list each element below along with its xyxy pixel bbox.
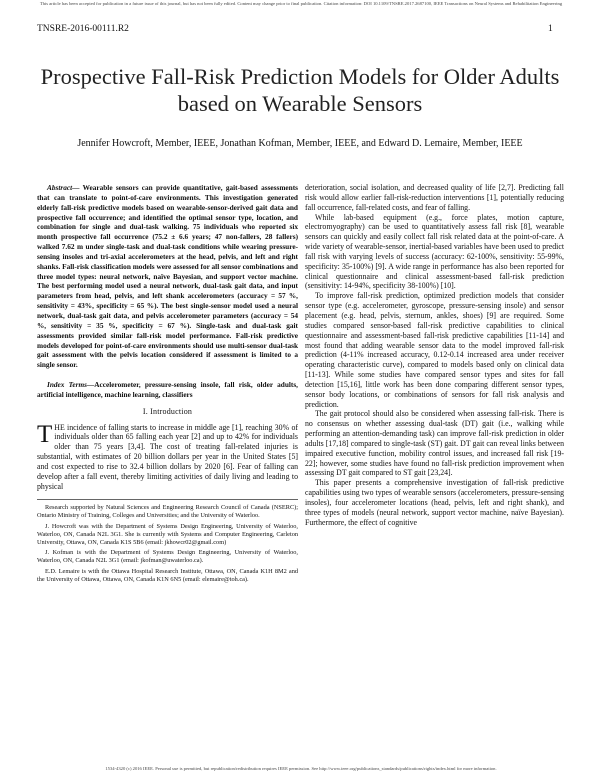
intro-text: incidence of falling starts to increase in middle age [1], reaching 30% of individuals older than 65 falling each year [2] and up to 42% for individuals older than 75 years [3,4]. The cost of treating fall-related injuries is substantial, with estimates of 20 billion dollars per year in the United States [5] and cost expected to rise to 32.4 billion dollars by 2020 [6]. Fear of falling can develop after a fall event, thereby limiting activities of daily living and leading to physical [37, 422, 298, 491]
footnote-kofman: J. Kofman is with the Department of Systems Design Engineering, University of Waterloo, Waterloo, ON, Canada N2L 3G1 (email: jkofman@uwaterloo.ca). [37, 549, 298, 565]
footnote-lemaire: E.D. Lemaire is with the Ottawa Hospital Research Institute, Ottawa, ON, Canada K1H 8M2 and the University of Ottawa, Ottawa, ON, Canada K1N 6N5 (email: elemaire@toh.ca). [37, 568, 298, 583]
section-heading: I. Introduction [142, 406, 193, 416]
index-terms-text: Accelerometer, pressure-sensing insole, fall risk, older adults, artificial intelligence, machine learning, classifiers [37, 380, 298, 399]
intro-first-word: HE [54, 422, 65, 432]
body-paragraph: The gait protocol should also be considered when assessing fall-risk. There is no consensus on whether assessing dual-task (DT) gait (i.e., walking while performing an attention-demanding task) can improve fall-risk prediction in older adults [17,18] compared to single-task (ST) gait. DT gait can reveal links between impaired executive function, mobility control issues, and increased fall risk [19-22]; however, some studies have found no fall-risk prediction improvement when assessing DT gait compared to ST gait [23,24]. [305, 409, 564, 478]
paper-title: Prospective Fall-Risk Prediction Models for Older Adults based on Wearable Sensors [40, 64, 560, 116]
body-paragraph: To improve fall-risk prediction, optimized prediction models that consider sensor type (e.g. accelerometer, gyroscope, pressure-sensing insole) and sensor placement (e.g. head, pelvis, sternum, ankles, shoes) [9] are required. Some studies compared sensor-based fall-risk predictive capabilities to clinical questionnaire and assessment-based fall-risk predictive capabilities [11-14] and most found that adding wearable sensor data to the model improved fall-risk prediction (4-11% increased accuracy, 0.12-0.14 increased area under receiver operating characteristic curve), compared to models based only on clinical data [11-13]. While some studies have compared sensor types and sites for fall detection [15,16], little work has been done comparing different sensor types, sensor body locations, or combinations of sensors for fall risk analysis and prediction. [305, 291, 564, 409]
author-list: Jennifer Howcroft, Member, IEEE, Jonathan Kofman, Member, IEEE, and Edward D. Lemaire, Member, IEEE [77, 138, 523, 149]
body-paragraph: While lab-based equipment (e.g., force plates, motion capture, electromyography) can be used to quantitatively assess fall risk [8], wearable sensors can quickly and easily collect fall risk related data at the point-of-care. A wide variety of wearable-sensor, inertial-based variables have been used to predict fall risk with varying levels of success (accuracy: 62-100%, sensitivity: 55-99%, specificity: 35-100%) [9]. A wide range in performance has also been reported for clinical questionnaire and clinical assessment-based fall-risk prediction (sensitivity: 14-94%, specificity 38-100%) [10]. [305, 212, 564, 291]
intro-paragraph [37, 420, 298, 492]
body-paragraph: This paper presents a comprehensive investigation of fall-risk predictive capabilities using two types of wearable sensors (accelerometers, pressure-sensing insoles), four accelerometer locations (head, pelvis, left and right shank), and three types of models (neural network, support vector machine, naïve Bayesian). Furthermore, the effect of cognitive [305, 478, 564, 527]
abstract-text: Wearable sensors can provide quantitative, gait-based assessments that can translate to point-of-care environments. This investigation generated elderly fall-risk predictive models based on wearable-sensor-derived gait data and prospective fall occurrence; and identified the optimal sensor type, location, and combination for single and dual-task walking. 75 individuals who reported six month prospective fall occurrence (75.2 ± 6.6 years; 47 non-fallers, 28 fallers) walked 7.62 m under single-task and dual-task conditions while wearing pressure-sensing insoles and tri-axial accelerometers at the head, pelvis, and left and right shanks. Fall-risk classification models were assessed for all sensor combinations and three model types: neural network, naïve Bayesian, and support vector machine. The best performing model used a neural network, dual-task gait data, and input parameters from head, pelvis, and left shank accelerometers (accuracy = 57 %, sensitivity = 43%, specificity = 65 %). The best single-sensor model used a neural network, dual-task gait data, and pelvis accelerometer parameters (accuracy = 54 %, sensitivity = 35 %, specificity = 67 %). Single-task and dual-task gait assessments provided similar fall-risk model performance. Fall-risk predictive models developed for point-of-care environments should use multi-sensor dual-task gait assessment with the pelvis location considered if assessment is limited to a single sensor. [37, 183, 298, 370]
copyright-footer: 1534-4320 (c) 2016 IEEE. Personal use is permitted, but republication/redistribution requires IEEE permission. See http://www.ieee.org/publications_standards/publications/rights/index.html for more information. [105, 766, 497, 771]
footnotes [37, 499, 298, 583]
body-paragraph: deterioration, social isolation, and decreased quality of life [2,7]. Predicting fall risk would allow earlier fall-risk-reduction interventions [1], potentially reducing fall occurrence, fall-related costs, and fear of falling. [305, 183, 564, 212]
abstract: Abstract— Wearable sensors can provide quantitative, gait-based assessments that can translate to point-of-care environments. This investigation generated elderly fall-risk predictive models based on wearable-sensor-derived gait data and prospective fall occurrence; and identified the optimal sensor type, location, and combination for single and dual-task walking. 75 individuals who reported six month prospective fall occurrence (75.2 ± 6.6 years; 47 non-fallers, 28 fallers) walked 7.62 m under single-task and dual-task conditions while wearing pressure-sensing insoles and tri-axial accelerometers at the head, pelvis, and left and right shanks. Fall-risk classification models were assessed for all sensor combinations and three model types: neural network, naïve Bayesian, and support vector machine. The best performing model used a neural network, dual-task gait data, and input parameters from head, pelvis, and left shank accelerometers (accuracy = 57 %, sensitivity = 43%, specificity = 65 %). The best single-sensor model used a neural network, dual-task gait data, and pelvis accelerometer parameters (accuracy = 54 %, sensitivity = 35 %, specificity = 67 %). Single-task and dual-task gait assessments provided similar fall-risk model performance. Fall-risk predictive models developed for point-of-care environments should use multi-sensor dual-task gait assessment with the pelvis location considered if assessment is limited to a single sensor. [37, 183, 298, 370]
manuscript-code: TNSRE-2016-00111.R2 [37, 24, 129, 34]
left-column [37, 183, 298, 587]
abstract-label: Abstract [47, 183, 73, 192]
index-terms-label: Index Terms [47, 380, 87, 390]
footnote-howcroft: J. Howcroft was with the Department of Systems Design Engineering, University of Waterloo, Waterloo, ON, Canada N2L 3G1. She is currently with Systems and Computer Engineering, Carleton University, Ottawa, ON, Canada K1S 5B6 (email: jkhowcr02@gmail.com) [37, 523, 298, 546]
footnote-funding: Research supported by Natural Sciences and Engineering Research Council of Canada (NSERC); Ontario Ministry of Training, Colleges and Universities; and the University of Waterloo. [37, 504, 298, 520]
top-notice: This article has been accepted for publication in a future issue of this journal, but has not been fully edited. Content may change prior to final publication. Citation information: DOI 10.1109/TNSRE.2017.2687100, IEEE Transactions on Neural Systems and Rehabilitation Engineering [39, 1, 563, 6]
right-column [305, 183, 564, 528]
drop-cap: T [37, 420, 53, 448]
page-number: 1 [548, 24, 553, 34]
index-terms: Index Terms—Accelerometer, pressure-sensing insole, fall risk, older adults, artificial intelligence, machine learning, classifiers [37, 380, 298, 399]
